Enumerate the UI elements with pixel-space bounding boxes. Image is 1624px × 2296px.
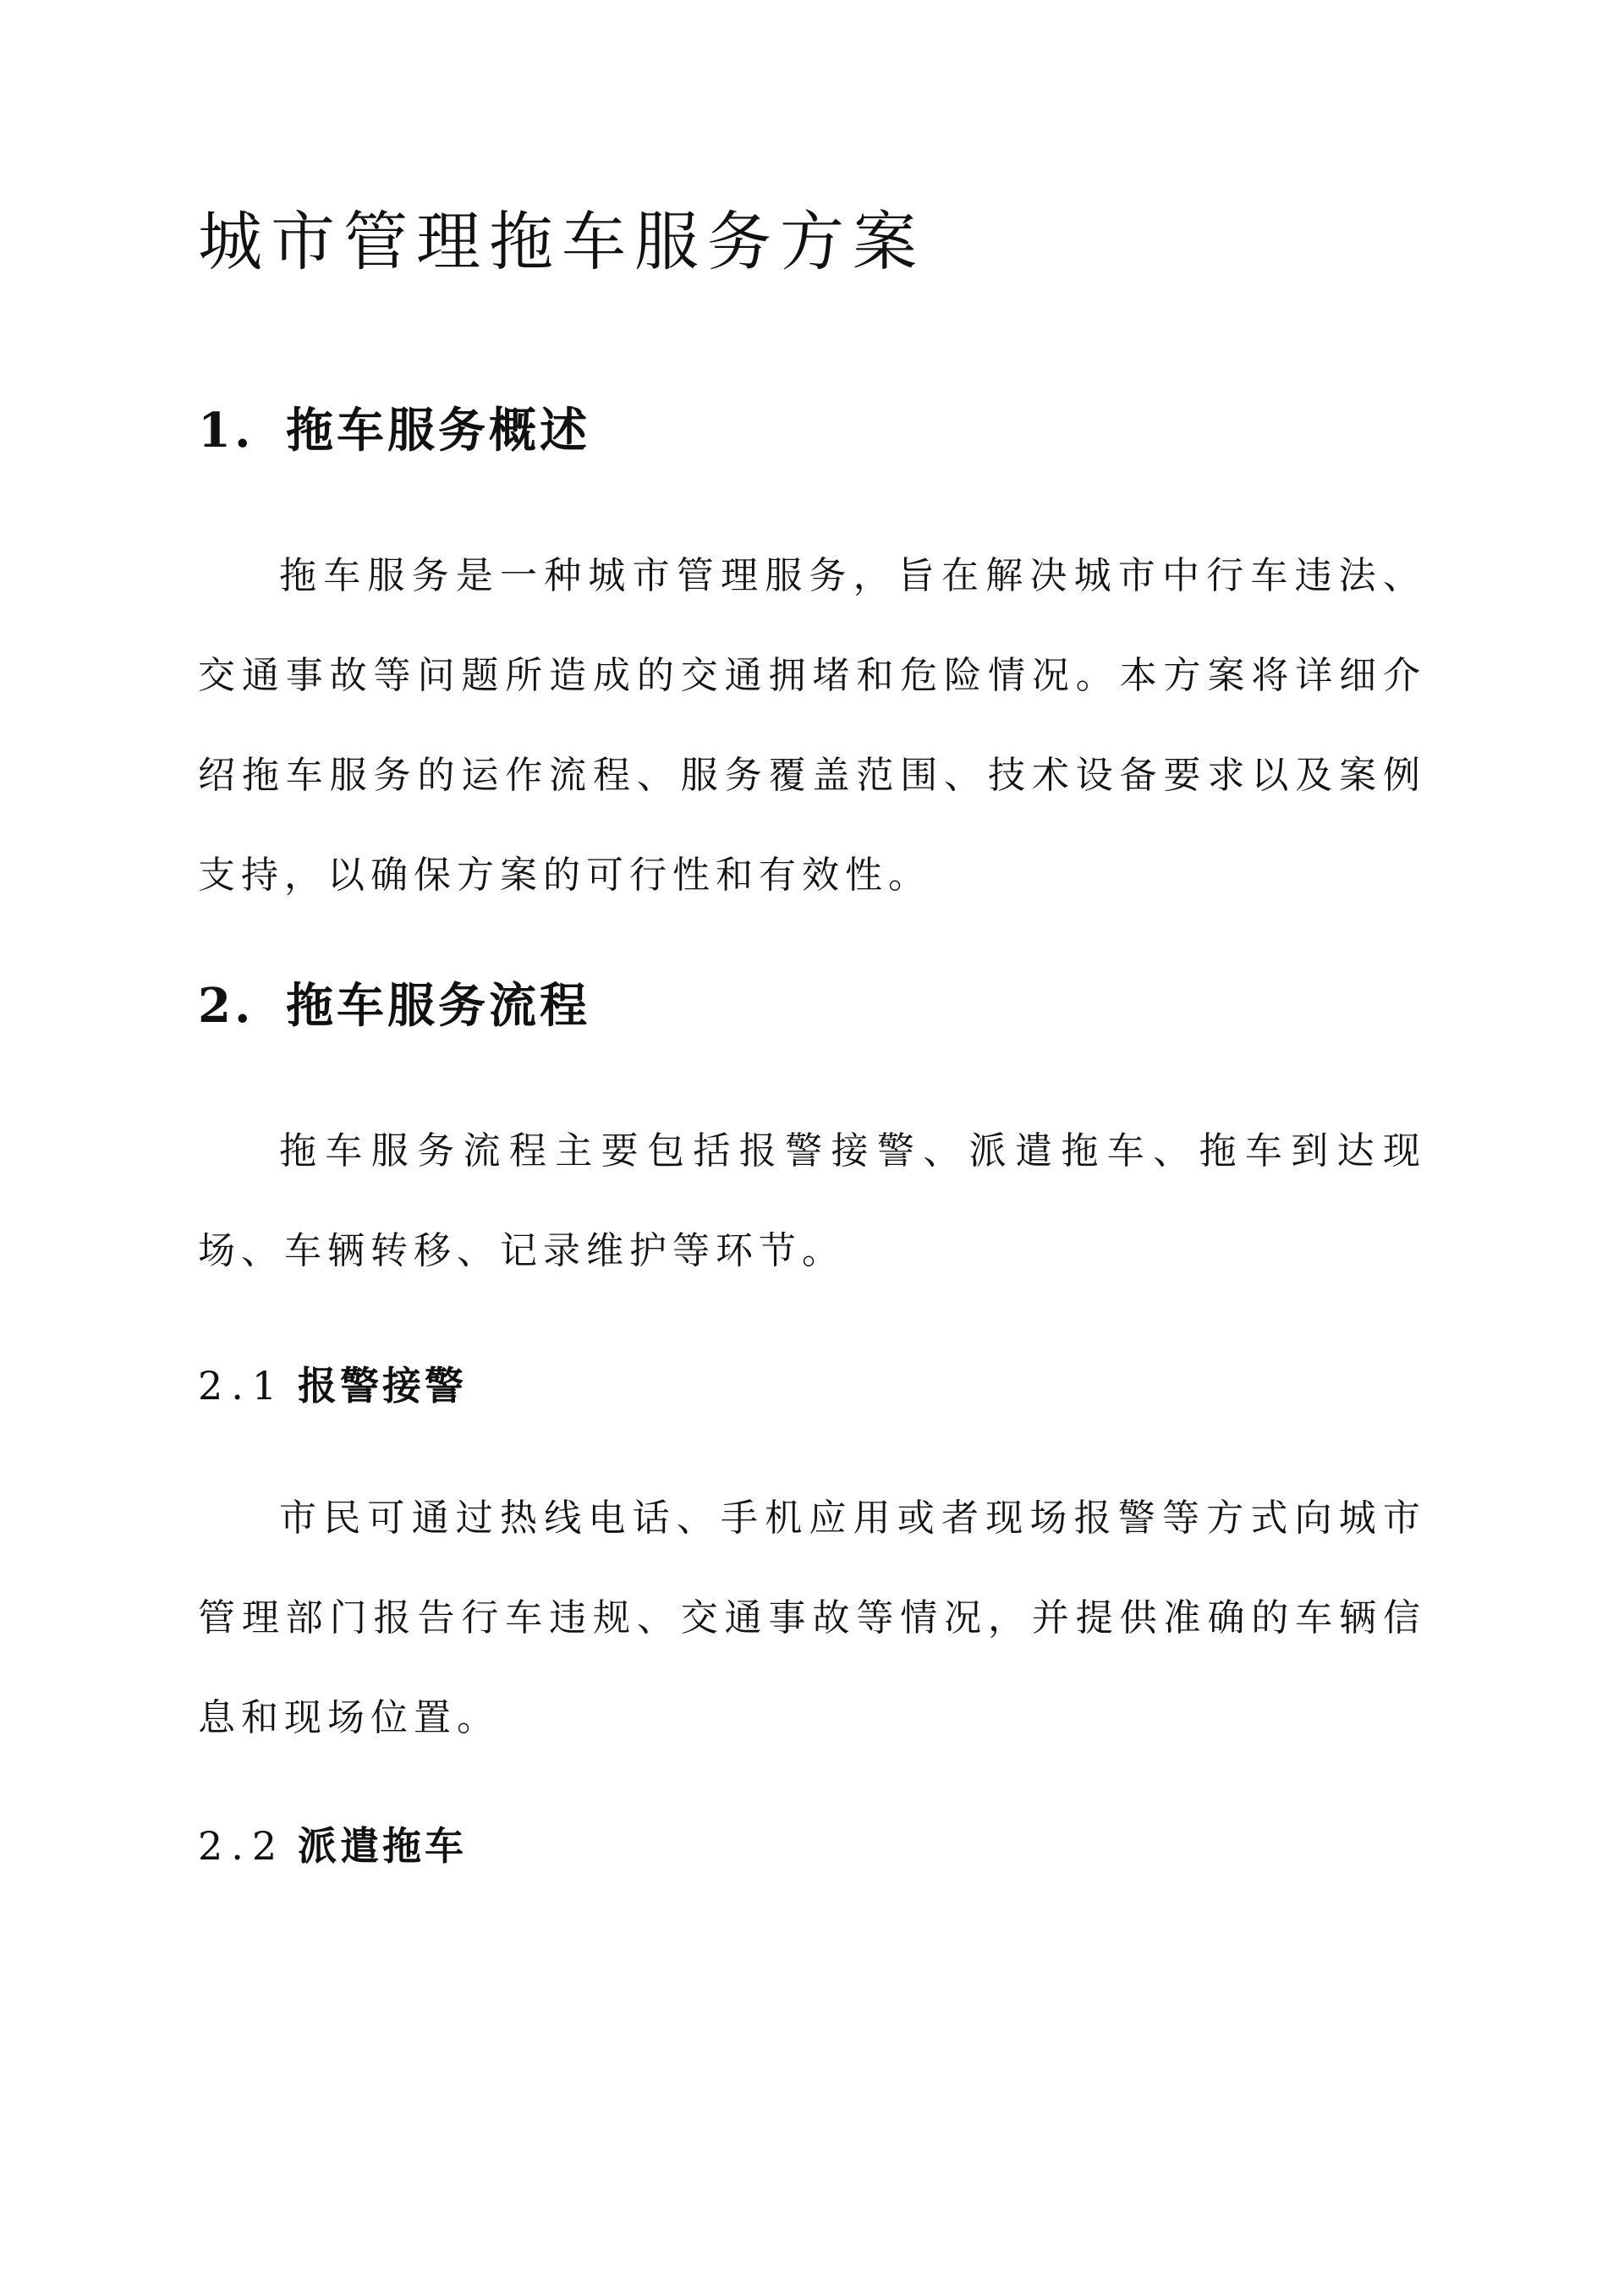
- section-2-paragraph: 拖车服务流程主要包括报警接警、派遣拖车、拖车到达现场、车辆转移、记录维护等环节。: [198, 1129, 1426, 1272]
- section-1-heading: [198, 401, 590, 460]
- subsection-number: 2.1: [198, 1363, 286, 1409]
- section-number: 1.: [198, 403, 255, 459]
- section-2-heading: [198, 976, 590, 1035]
- subsection-2-2-heading: [198, 1821, 467, 1871]
- section-1-paragraph: 拖车服务是一种城市管理服务，旨在解决城市中行车违法、交通事故等问题所造成的交通拥堵和危险情况。本方案将详细介绍拖车服务的运作流程、服务覆盖范围、技术设备要求以及案例支持，以确保方案的可行性和有效性。: [198, 554, 1426, 897]
- subsection-title: 派遣拖车: [298, 1823, 467, 1869]
- section-title: 拖车服务流程: [286, 978, 590, 1034]
- subsection-2-1-paragraph: 市民可通过热线电话、手机应用或者现场报警等方式向城市管理部门报告行车违规、交通事故等情况，并提供准确的车辆信息和现场位置。: [198, 1497, 1426, 1739]
- subsection-title: 报警接警: [298, 1363, 467, 1409]
- section-number: 2.: [198, 978, 255, 1034]
- subsection-number: 2.2: [198, 1823, 286, 1869]
- subsection-2-1-heading: [198, 1360, 467, 1411]
- section-title: 拖车服务概述: [286, 403, 590, 459]
- document-title: 城市管理拖车服务方案: [198, 204, 925, 279]
